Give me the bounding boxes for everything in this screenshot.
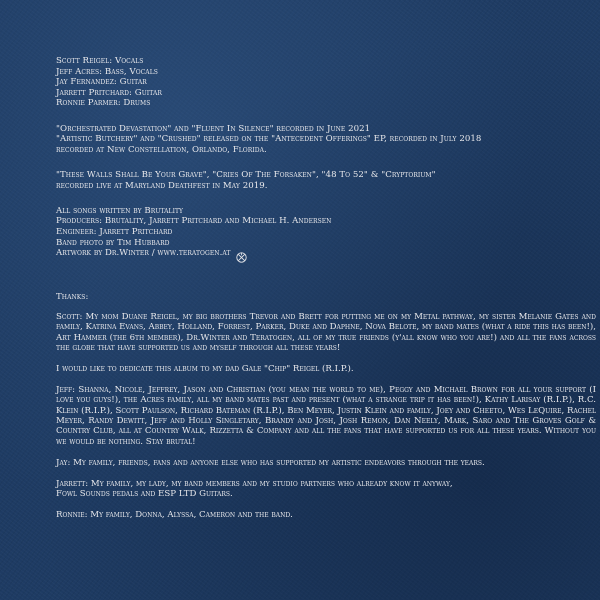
thanks-jarrett-line: Jarrett: My family, my lady, my band members and my studio partners who already know it anyway, bbox=[56, 478, 453, 489]
recording-line: "Artistic Butchery" and "Crushed" released on the "Antecedent Offerings" EP, recorded in July 2018 bbox=[56, 134, 482, 145]
lineup-member: Ronnie Parmer: Drums bbox=[56, 98, 151, 109]
live-recording-section bbox=[56, 170, 580, 191]
artwork-credit bbox=[56, 248, 580, 259]
thanks-jarrett-line: Fowl Sounds pedals and ESP LTD Guitars. bbox=[56, 488, 233, 499]
credit-line: Band photo by Tim Hubbard bbox=[56, 237, 170, 248]
live-line: "These Walls Shall Be Your Grave", "Cries Of The Forsaken", "48 To 52" & "Cryptorium" bbox=[56, 169, 436, 180]
recording-section bbox=[56, 124, 580, 156]
recording-line: recorded at New Constellation, Orlando, Florida. bbox=[56, 144, 267, 155]
recording-line: "Orchestrated Devastation" and "Fluent In Silence" recorded in June 2021 bbox=[56, 123, 371, 134]
thanks-jarrett bbox=[56, 479, 596, 500]
thanks-jay: Jay: My family, friends, fans and anyone else who has supported my artistic endeavors through the years. bbox=[56, 457, 485, 468]
lineup-member: Jarrett Pritchard: Guitar bbox=[56, 87, 162, 98]
thanks-section bbox=[56, 311, 596, 521]
credit-line: Engineer: Jarrett Pritchard bbox=[56, 226, 173, 237]
lineup-section bbox=[56, 56, 580, 109]
thanks-jeff: Jeff: Shanna, Nicole, Jeffrey, Jason and Christian (you mean the world to me), Peggy and Michael Brown for all your support (I love you guys!), the Acres family, all my band mates past and present (what a strange trip it has been!), Kathy Larisay (R.I.P.), R.C. Klein (R.I.P.), Scott Paulson, Richard Bateman (R.I.P.), Ben Meyer, Justin Klein and family, Joey and Cheeto, Wes LeQuire, Rachel Meyer, Randy Dewitt, Jeff and Holly Singletary, Brandy and Josh, Josh Remon, Dan Neely, Mark, Saro and The Groves Golf & Country Club, all at Country Walk, Rizzetta & Company and all the fans that have supported us for all these years. Without you we would be nothing. Stay brutal! bbox=[56, 384, 596, 447]
thanks-ronnie: Ronnie: My family, Donna, Alyssa, Cameron and the band. bbox=[56, 509, 293, 520]
credit-line: Producers: Brutality, Jarrett Pritchard and Michael H. Andersen bbox=[56, 216, 332, 227]
lineup-member: Jay Fernandez: Guitar bbox=[56, 77, 147, 88]
artwork-credit-text: Artwork by Dr.Winter / www.teratogen.at bbox=[56, 248, 231, 259]
thanks-heading: Thanks: bbox=[56, 292, 89, 303]
teratogen-logo-icon bbox=[236, 248, 247, 259]
credits-section bbox=[56, 206, 580, 259]
lineup-member: Jeff Acres: Bass, Vocals bbox=[56, 66, 158, 77]
thanks-scott: Scott: My mom Duane Reigel, my big brothers Trevor and Brett for putting me on my Metal pathway, my sister Melanie Gates and family, Katrina Evans, Abbey, Holland, Forrest, Parker, Duke and Daphne, Nova Belote, my band mates (what a ride this has been!), Art Hammer (the 6th member), Dr.Winter and Teratogen, all of my true friends (y'all know who you are!) and all the fans across the globe that have supported us and myself through all these years! bbox=[56, 311, 596, 353]
live-line: recorded live at Maryland Deathfest in May 2019. bbox=[56, 180, 268, 191]
dedication: I would like to dedicate this album to my dad Gale "Chip" Reigel (R.I.P.). bbox=[56, 363, 354, 374]
credit-line: All songs written by Brutality bbox=[56, 205, 184, 216]
lineup-member: Scott Reigel: Vocals bbox=[56, 56, 144, 66]
